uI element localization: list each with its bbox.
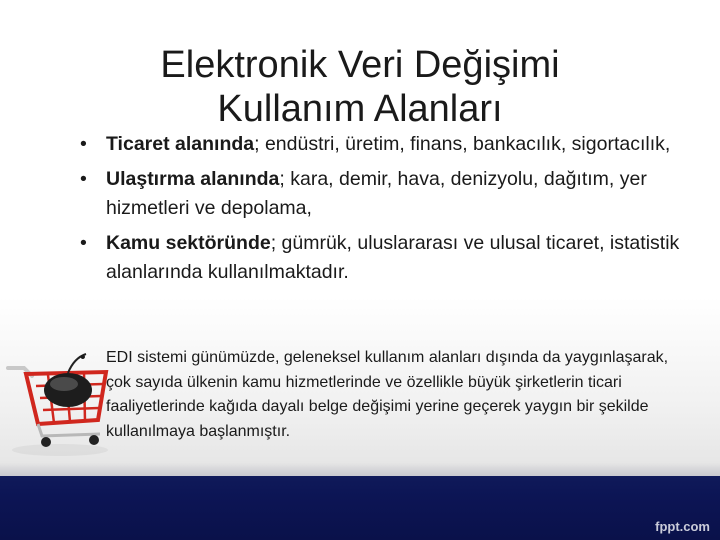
footer-band [0, 476, 720, 540]
bullet-item [76, 165, 686, 223]
bullet-text: ; gümrük, uluslararası ve ulusal ticaret, istatistik alanlarında kullanılmaktadır. [106, 232, 680, 283]
bullet-item: • EDI sistemi günümüzde, geleneksel kullanım alanları dışında da yaygınlaşarak, çok sayıda ülkenin kamu hizmetlerinde ve özellikle büyük şirketlerin ticari faaliyetlerinde kağıda dayalı belge değişimi yerine geçerek yaygın bir şekilde kullanılmaya başlanmıştır. [76, 346, 691, 444]
bullet-keyword: Ulaştırma alanında [106, 168, 280, 190]
secondary-bullet-list [76, 346, 691, 444]
brand-watermark: fppt.com [655, 519, 710, 534]
title-line-2: Kullanım Alanları [217, 88, 503, 131]
bullet-item [76, 130, 686, 159]
bullet-keyword: Ticaret alanında [106, 133, 255, 155]
bullet-item [76, 229, 686, 287]
bullet-keyword: Kamu sektöründe [106, 232, 271, 254]
slide-title [80, 43, 640, 131]
bullet-text: ; endüstri, üretim, finans, bankacılık, sigortacılık, [254, 133, 671, 155]
title-line-1: Elektronik Veri Değişimi [160, 44, 560, 87]
main-bullet-list [76, 130, 686, 293]
bullet-text: ; kara, demir, hava, denizyolu, dağıtım, yer hizmetleri ve depolama, [106, 168, 647, 219]
